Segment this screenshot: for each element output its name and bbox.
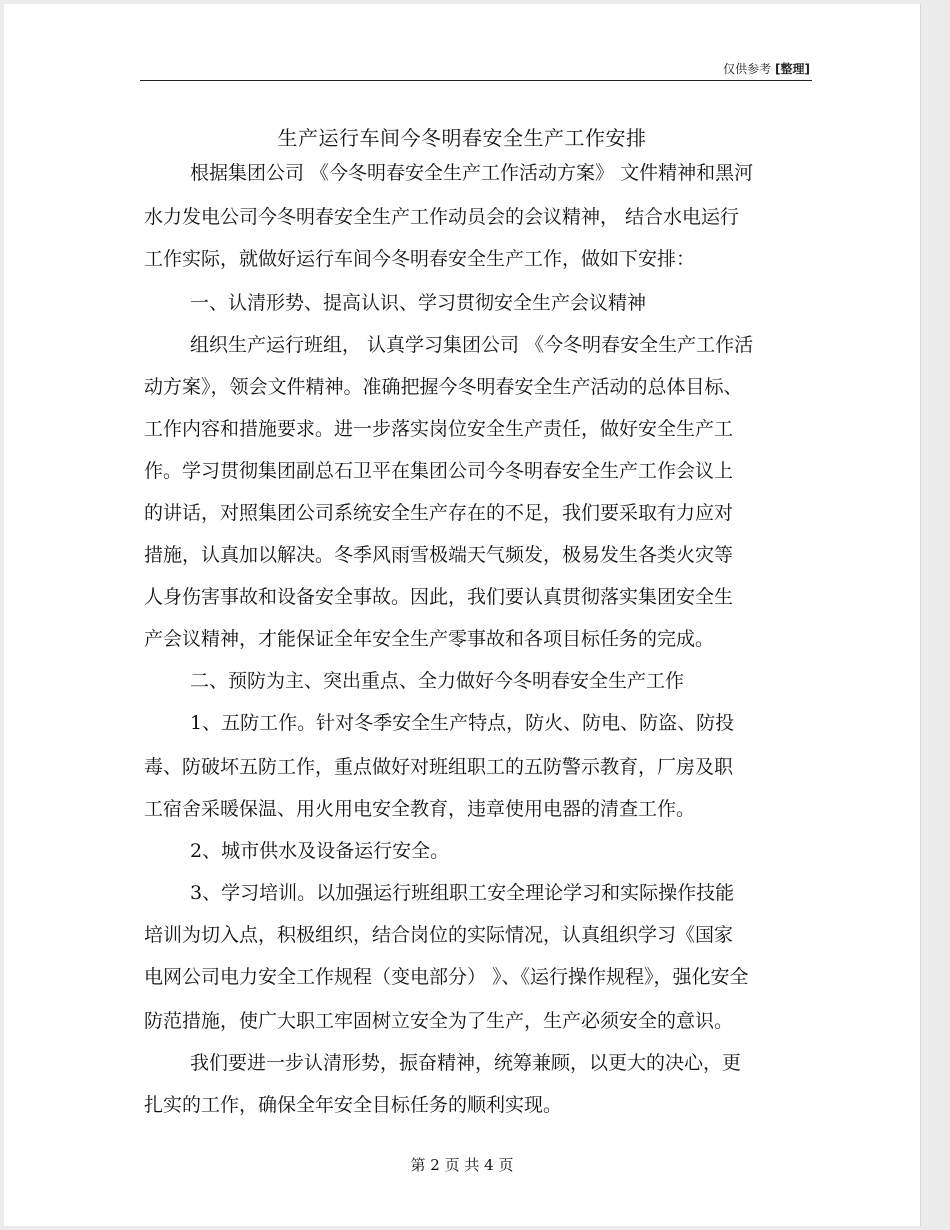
section-heading: 二、预防为主、突出重点、全力做好今冬明春安全生产工作 xyxy=(190,670,685,692)
document-page xyxy=(4,4,921,1226)
text-line: 培训为切入点，积极组织，结合岗位的实际情况，认真组织学习《国家 xyxy=(144,924,734,946)
text-line: 产会议精神，才能保证全年安全生产零事故和各项目标任务的完成。 xyxy=(144,628,715,650)
text-line: 3、学习培训。以加强运行班组职工安全理论学习和实际操作技能 xyxy=(190,882,735,904)
text-line: 扎实的工作，确保全年安全目标任务的顺利实现。 xyxy=(144,1094,563,1116)
text-line: 2、城市供水及设备运行安全。 xyxy=(190,840,450,862)
text-line: 组织生产运行班组， 认真学习集团公司 《今冬明春安全生产工作活 xyxy=(190,334,754,356)
text-line: 1、五防工作。针对冬季安全生产特点，防火、防电、防盗、防投 xyxy=(190,712,735,734)
section-heading: 一、认清形势、提高认识、学习贯彻安全生产会议精神 xyxy=(190,292,647,314)
text-line: 根据集团公司 《今冬明春安全生产工作活动方案》 文件精神和黑河 xyxy=(190,162,754,184)
text-line: 防范措施，使广大职工牢固树立安全为了生产，生产必须安全的意识。 xyxy=(144,1010,734,1032)
header-tag: [整理] xyxy=(775,62,810,76)
document-title: 生产运行车间今冬明春安全生产工作安排 xyxy=(277,126,647,150)
text-line: 的讲话，对照集团公司系统安全生产存在的不足，我们要采取有力应对 xyxy=(144,502,734,524)
text-line: 工作实际，就做好运行车间今冬明春安全生产工作，做如下安排： xyxy=(144,248,696,270)
text-line: 工作内容和措施要求。进一步落实岗位安全生产责任，做好安全生产工 xyxy=(144,418,734,440)
header-note xyxy=(723,60,810,77)
text-line: 水力发电公司今冬明春安全生产工作动员会的会议精神， 结合水电运行 xyxy=(144,206,740,228)
text-line: 作。学习贯彻集团副总石卫平在集团公司今冬明春安全生产工作会议上 xyxy=(144,460,734,482)
text-line: 毒、防破坏五防工作，重点做好对班组职工的五防警示教育，厂房及职 xyxy=(144,756,734,778)
header-rule xyxy=(140,80,812,81)
text-line: 我们要进一步认清形势，振奋精神，统筹兼顾，以更大的决心，更 xyxy=(190,1052,742,1074)
text-line: 人身伤害事故和设备安全事故。因此，我们要认真贯彻落实集团安全生 xyxy=(144,586,734,608)
text-line: 工宿舍采暖保温、用火用电安全教育，违章使用电器的清查工作。 xyxy=(144,798,696,820)
page-footer: 第 2 页 共 4 页 xyxy=(410,1156,514,1174)
text-line: 电网公司电力安全工作规程（变电部分） 》、《运行操作规程》，强化安全 xyxy=(144,966,749,988)
text-line: 动方案》，领会文件精神。准确把握今冬明春安全生产活动的总体目标、 xyxy=(144,376,743,398)
header-prefix: 仅供参考 xyxy=(723,62,772,76)
text-line: 措施，认真加以解决。冬季风雨雪极端天气频发，极易发生各类火灾等 xyxy=(144,544,734,566)
